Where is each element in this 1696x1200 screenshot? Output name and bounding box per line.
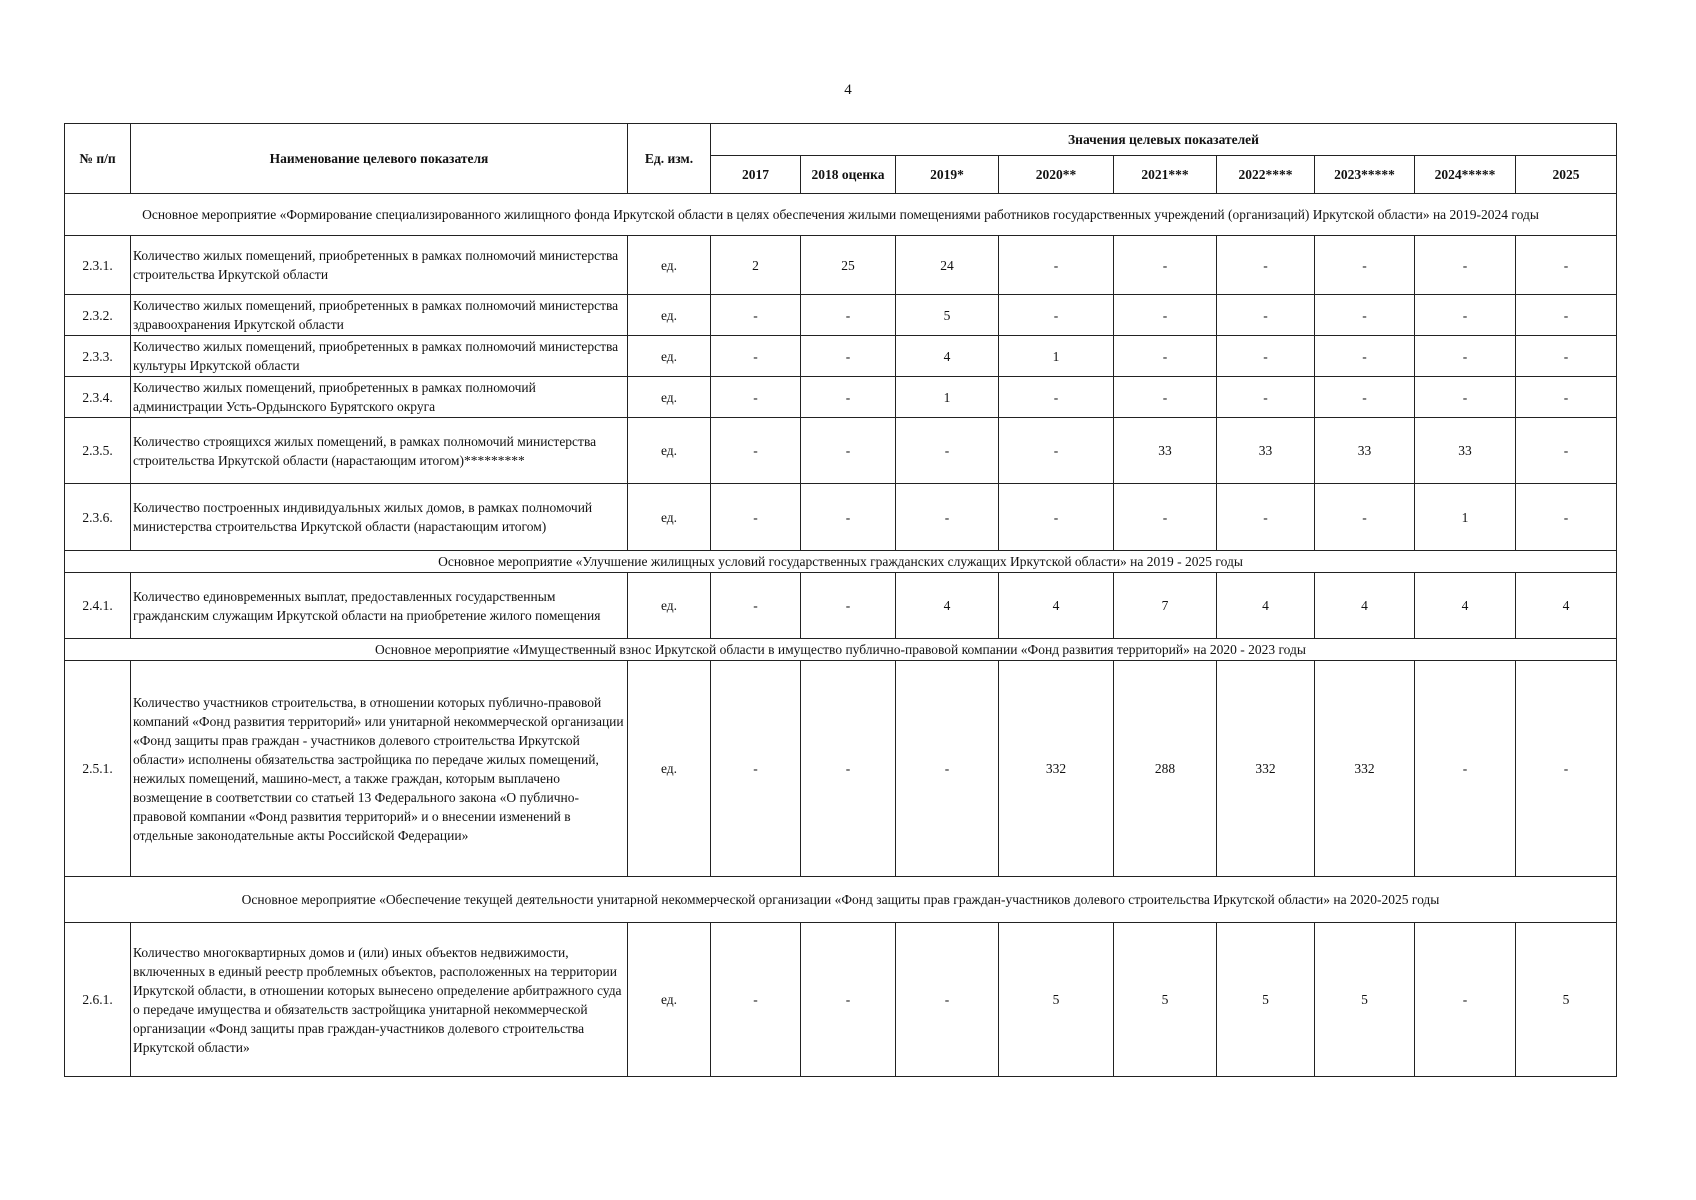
row-value: - [999, 484, 1114, 551]
header-year: 2025 [1516, 156, 1617, 194]
row-value: - [1217, 377, 1315, 418]
table-row [65, 236, 1617, 295]
header-year: 2024***** [1415, 156, 1516, 194]
row-name: Количество строящихся жилых помещений, в рамках полномочий министерства строительства Иркутской области (нарастающим итогом)********* [131, 418, 628, 484]
row-value: - [1516, 236, 1617, 295]
row-value: - [711, 295, 801, 336]
row-unit: ед. [628, 661, 711, 877]
row-value: - [1114, 484, 1217, 551]
table-row [65, 573, 1617, 639]
row-value: - [999, 377, 1114, 418]
row-value: - [711, 484, 801, 551]
row-name: Количество многоквартирных домов и (или) иных объектов недвижимости, включенных в единый реестр проблемных объектов, расположенных на территории Иркутской области, в отношении которых вынесено определение арбитражного суда о передаче имущества и обязательств застройщика унитарной некоммерческой организации «Фонд защиты прав граждан-участников долевого строительства Иркутской области» [131, 923, 628, 1077]
row-num: 2.3.6. [65, 484, 131, 551]
row-name: Количество жилых помещений, приобретенных в рамках полномочий администрации Усть-Ордынского Бурятского округа [131, 377, 628, 418]
row-value: - [999, 295, 1114, 336]
row-value: - [1516, 295, 1617, 336]
row-value: 4 [1315, 573, 1415, 639]
row-value: 4 [896, 573, 999, 639]
row-value: 7 [1114, 573, 1217, 639]
row-value: - [1114, 336, 1217, 377]
row-unit: ед. [628, 377, 711, 418]
row-value: 4 [1415, 573, 1516, 639]
table-row [65, 661, 1617, 877]
row-value: - [1114, 377, 1217, 418]
row-value: - [801, 661, 896, 877]
header-year: 2021*** [1114, 156, 1217, 194]
row-value: - [1415, 295, 1516, 336]
section-title: Основное мероприятие «Обеспечение текущей деятельности унитарной некоммерческой организации «Фонд защиты прав граждан-участников долевого строительства Иркутской области» на 2020-2025 годы [65, 877, 1617, 923]
row-value: - [896, 923, 999, 1077]
row-value: 1 [1415, 484, 1516, 551]
row-value: 332 [999, 661, 1114, 877]
row-value: - [1315, 377, 1415, 418]
row-num: 2.5.1. [65, 661, 131, 877]
row-name: Количество единовременных выплат, предоставленных государственным гражданским служащим Иркутской области на приобретение жилого помещения [131, 573, 628, 639]
row-value: - [801, 484, 896, 551]
row-unit: ед. [628, 336, 711, 377]
row-value: - [896, 418, 999, 484]
row-num: 2.3.1. [65, 236, 131, 295]
row-value: - [1415, 236, 1516, 295]
row-name: Количество построенных индивидуальных жилых домов, в рамках полномочий министерства строительства Иркутской области (нарастающим итогом) [131, 484, 628, 551]
row-value: - [801, 418, 896, 484]
section-title: Основное мероприятие «Имущественный взнос Иркутской области в имущество публично-правовой компании «Фонд развития территорий» на 2020 - 2023 годы [65, 639, 1617, 661]
row-value: 2 [711, 236, 801, 295]
row-value: 1 [896, 377, 999, 418]
table-row [65, 295, 1617, 336]
row-value: 33 [1315, 418, 1415, 484]
row-value: 5 [999, 923, 1114, 1077]
row-name: Количество жилых помещений, приобретенных в рамках полномочий министерства здравоохранения Иркутской области [131, 295, 628, 336]
row-unit: ед. [628, 236, 711, 295]
row-value: - [896, 484, 999, 551]
table-row [65, 377, 1617, 418]
row-value: - [1114, 236, 1217, 295]
row-num: 2.6.1. [65, 923, 131, 1077]
row-value: - [711, 923, 801, 1077]
row-value: - [1315, 295, 1415, 336]
header-year: 2020** [999, 156, 1114, 194]
section-title: Основное мероприятие «Улучшение жилищных условий государственных гражданских служащих Иркутской области» на 2019 - 2025 годы [65, 551, 1617, 573]
row-value: 5 [1516, 923, 1617, 1077]
row-value: - [801, 295, 896, 336]
row-value: - [1415, 336, 1516, 377]
row-name: Количество жилых помещений, приобретенных в рамках полномочий министерства культуры Иркутской области [131, 336, 628, 377]
row-value: - [1516, 418, 1617, 484]
page-number: 4 [844, 82, 852, 98]
table-row [65, 336, 1617, 377]
row-value: 4 [999, 573, 1114, 639]
row-num: 2.3.2. [65, 295, 131, 336]
row-name: Количество жилых помещений, приобретенных в рамках полномочий министерства строительства Иркутской области [131, 236, 628, 295]
row-value: 24 [896, 236, 999, 295]
header-num: № п/п [65, 124, 131, 194]
row-value: 288 [1114, 661, 1217, 877]
header-year: 2019* [896, 156, 999, 194]
row-value: - [711, 573, 801, 639]
row-value: - [1217, 336, 1315, 377]
row-value: 1 [999, 336, 1114, 377]
row-value: 4 [1516, 573, 1617, 639]
row-value: 4 [1217, 573, 1315, 639]
row-value: 332 [1315, 661, 1415, 877]
row-value: - [711, 418, 801, 484]
row-value: - [801, 573, 896, 639]
row-value: - [1516, 377, 1617, 418]
row-value: 5 [1315, 923, 1415, 1077]
row-value: 25 [801, 236, 896, 295]
row-value: - [1217, 295, 1315, 336]
header-unit: Ед. изм. [628, 124, 711, 194]
header-year: 2023***** [1315, 156, 1415, 194]
row-value: - [1217, 484, 1315, 551]
target-indicators-table [64, 123, 1617, 1077]
row-num: 2.4.1. [65, 573, 131, 639]
row-value: 33 [1415, 418, 1516, 484]
row-value: - [1315, 236, 1415, 295]
row-value: - [1114, 295, 1217, 336]
row-value: - [1415, 377, 1516, 418]
row-value: - [711, 661, 801, 877]
header-year: 2022**** [1217, 156, 1315, 194]
row-value: - [1217, 236, 1315, 295]
row-unit: ед. [628, 923, 711, 1077]
row-value: - [999, 236, 1114, 295]
row-value: - [999, 418, 1114, 484]
row-value: 33 [1114, 418, 1217, 484]
row-value: 4 [896, 336, 999, 377]
header-values-group: Значения целевых показателей [711, 124, 1617, 156]
row-value: - [1415, 661, 1516, 877]
row-unit: ед. [628, 484, 711, 551]
row-num: 2.3.5. [65, 418, 131, 484]
row-value: - [1516, 336, 1617, 377]
row-value: 33 [1217, 418, 1315, 484]
row-num: 2.3.3. [65, 336, 131, 377]
header-year: 2018 оценка [801, 156, 896, 194]
row-value: 5 [1217, 923, 1315, 1077]
row-value: - [1315, 336, 1415, 377]
row-value: - [1516, 661, 1617, 877]
row-value: - [801, 923, 896, 1077]
table-row [65, 418, 1617, 484]
row-num: 2.3.4. [65, 377, 131, 418]
row-value: - [711, 336, 801, 377]
table-row [65, 923, 1617, 1077]
row-value: - [1315, 484, 1415, 551]
row-value: - [801, 377, 896, 418]
row-unit: ед. [628, 418, 711, 484]
row-value: 5 [1114, 923, 1217, 1077]
header-year: 2017 [711, 156, 801, 194]
row-value: 332 [1217, 661, 1315, 877]
row-value: - [1516, 484, 1617, 551]
header-name: Наименование целевого показателя [131, 124, 628, 194]
row-unit: ед. [628, 573, 711, 639]
row-value: - [711, 377, 801, 418]
row-value: - [1415, 923, 1516, 1077]
table-row [65, 484, 1617, 551]
row-value: - [801, 336, 896, 377]
row-name: Количество участников строительства, в отношении которых публично-правовой компаний «Фонд развития территорий» или унитарной некоммерческой организации «Фонд защиты прав граждан - участников долевого строительства Иркутской области» исполнены обязательства застройщика по передаче жилых помещений, нежилых помещений, машино-мест, а также граждан, которым выплачено возмещение в соответствии со статьей 13 Федерального закона «О публично-правовой компании «Фонд развития территорий» и о внесении изменений в отдельные законодательные акты Российской Федерации» [131, 661, 628, 877]
section-title: Основное мероприятие «Формирование специализированного жилищного фонда Иркутской области в целях обеспечения жилыми помещениями работников государственных учреждений (организаций) Иркутской области» на 2019-2024 годы [65, 194, 1617, 236]
row-value: - [896, 661, 999, 877]
row-value: 5 [896, 295, 999, 336]
row-unit: ед. [628, 295, 711, 336]
